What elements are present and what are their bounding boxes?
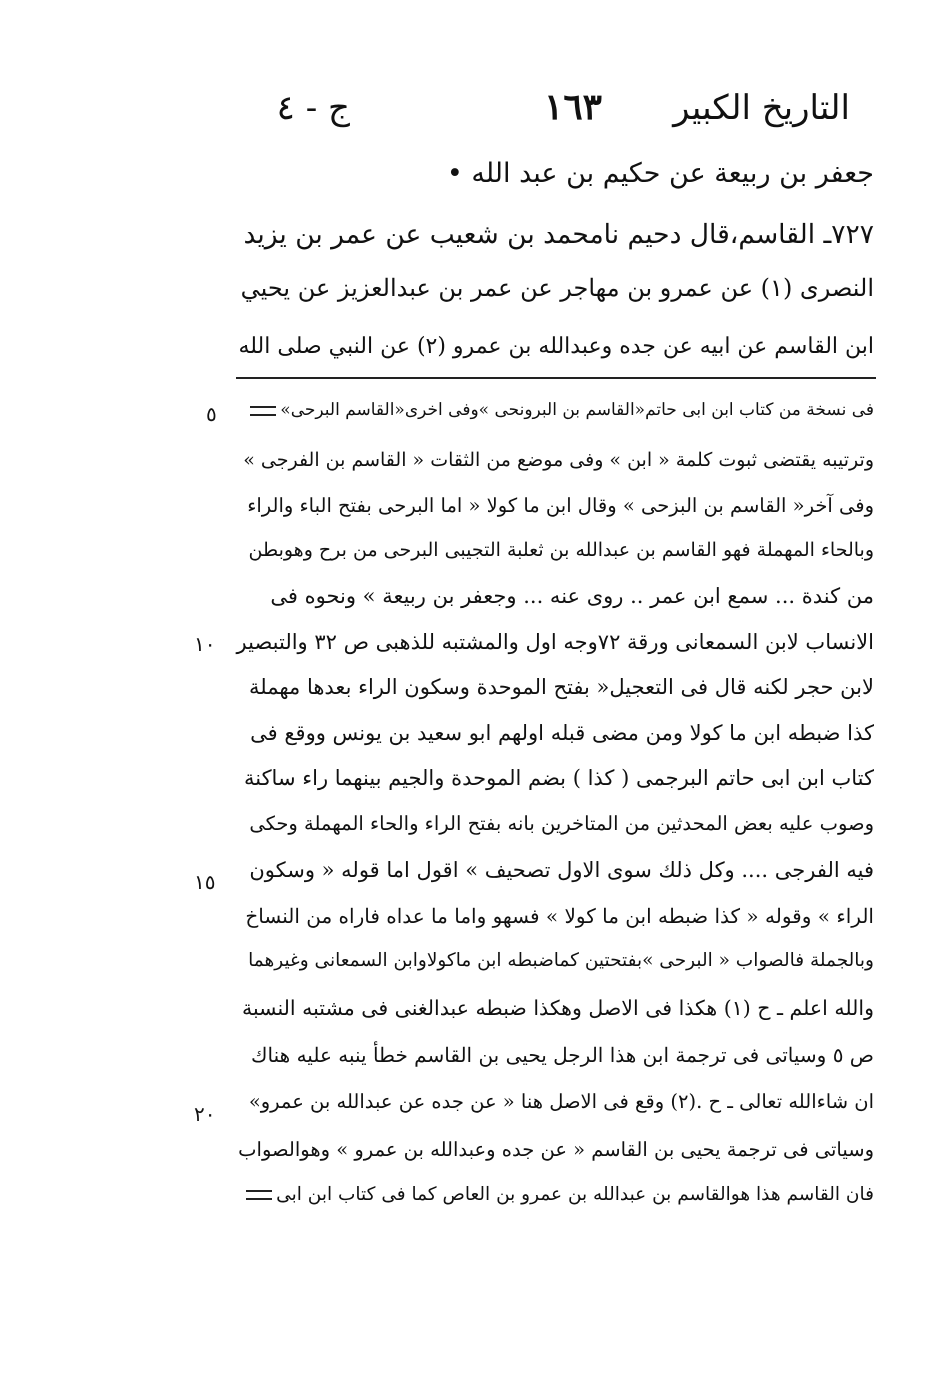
line-number: ٥	[206, 402, 217, 426]
footnote-line: ص ٥ وسياتى فى ترجمة ابن هذا الرجل يحيى بن القاسم خطأ ينبه عليه هناك	[251, 1043, 874, 1067]
line-number: ١٥	[194, 870, 216, 894]
line-number: ٢٠	[194, 1102, 216, 1126]
footnote-line: ان شاءالله تعالى ـ ح .(٢) وقع فى الاصل هنا « عن جده عن عبدالله بن عمرو»	[248, 1090, 874, 1113]
footnote-line: الراء » وقوله « كذا ضبطه ابن ما كولا » فسهو واما ما عداه فاراه من النساخ	[245, 904, 874, 928]
main-line: جعفر بن ربيعة عن حكيم بن عبد الله •	[446, 158, 874, 189]
line-number: ١٠	[194, 632, 216, 656]
footnote-line: والله اعلم ـ ح (١) هكذا فى الاصل وهكذا ضبطه عبدالغنى فى مشتبه النسبة	[241, 996, 874, 1020]
footnote-line: الانساب لابن السمعانى ورقة ٧٢وجه اول والمشتبه للذهبى ص ٣٢ والتبصير	[236, 630, 874, 654]
main-line: ابن القاسم عن ابيه عن جده وعبدالله بن عمرو (٢) عن النبي صلى الله	[238, 334, 874, 359]
footnote-line-text: فان القاسم هذا هوالقاسم بن عبدالله بن عمرو بن العاص كما فى كتاب ابن ابى	[276, 1184, 874, 1205]
footnote-line: وبالحاء المهملة فهو القاسم بن عبدالله بن ثعلبة التجيبى البرحى من برح وهوبطن	[248, 539, 874, 561]
running-title: التاريخ الكبير	[673, 88, 850, 128]
footnote-line: فيه الفرجى .... وكل ذلك سوى الاول تصحيف » اقول اما قوله « وسكون	[249, 858, 874, 882]
main-line: ٧٢٧ـ القاسم،قال دحيم نامحمد بن شعيب عن عمر بن يزيد	[243, 219, 874, 250]
footnote-line: لابن حجر لكنه قال فى التعجيل« بفتح الموحدة وسكون الراء بعدها مهملة	[248, 675, 874, 699]
footnote-line: وصوب عليه بعض المحدثين من المتاخرين بانه بفتح الراء والحاء المهملة وحكى	[249, 812, 874, 835]
footnote-line: وترتيبه يقتضى ثبوت كلمة « ابن » وفى موضع من الثقات « القاسم بن الفرجى »	[243, 449, 874, 471]
footnote-line	[246, 402, 874, 419]
footnote-separator	[236, 377, 876, 379]
footnote-line: وبالجملة فالصواب « البرحى »بفتحتين كماضبطه ابن ماكولاوابن السمعانى وغيرهما	[248, 950, 874, 971]
footnote-line: كذا ضبطه ابن ما كولا ومن مضى قبله اولهم ابو سعيد بن يونس ووقع فى	[250, 721, 874, 745]
continuation-mark-icon	[246, 1190, 272, 1200]
footnote-line-text: فى نسخة من كتاب ابن ابى حاتم«القاسم بن البرونحى »وفى اخرى«القاسم البرحى»	[280, 400, 874, 420]
footnote-line: كتاب ابن ابى حاتم البرجمى ( كذا ) بضم الموحدة والجيم بينهما راء ساكنة	[243, 766, 874, 790]
continuation-mark-icon	[250, 406, 276, 416]
page-header	[240, 86, 850, 146]
footnote-line: وسياتى فى ترجمة يحيى بن القاسم « عن جده وعبدالله بن عمرو » وهوالصواب	[238, 1138, 874, 1161]
footnote-line: وفى آخر« القاسم بن البزحى » وقال ابن ما كولا « اما البرحى بفتح الباء والراء	[247, 494, 874, 517]
page-number: ١٦٣	[543, 86, 602, 128]
footnote-line	[242, 1186, 874, 1205]
main-line: النصرى (١) عن عمرو بن مهاجر عن عمر بن عبدالعزيز عن يحيي	[240, 274, 874, 302]
volume-label: ج - ٤	[276, 88, 350, 128]
footnote-line: من كندة ... سمع ابن عمر .. روى عنه ... وجعفر بن ربيعة » ونحوه فى	[270, 584, 874, 608]
